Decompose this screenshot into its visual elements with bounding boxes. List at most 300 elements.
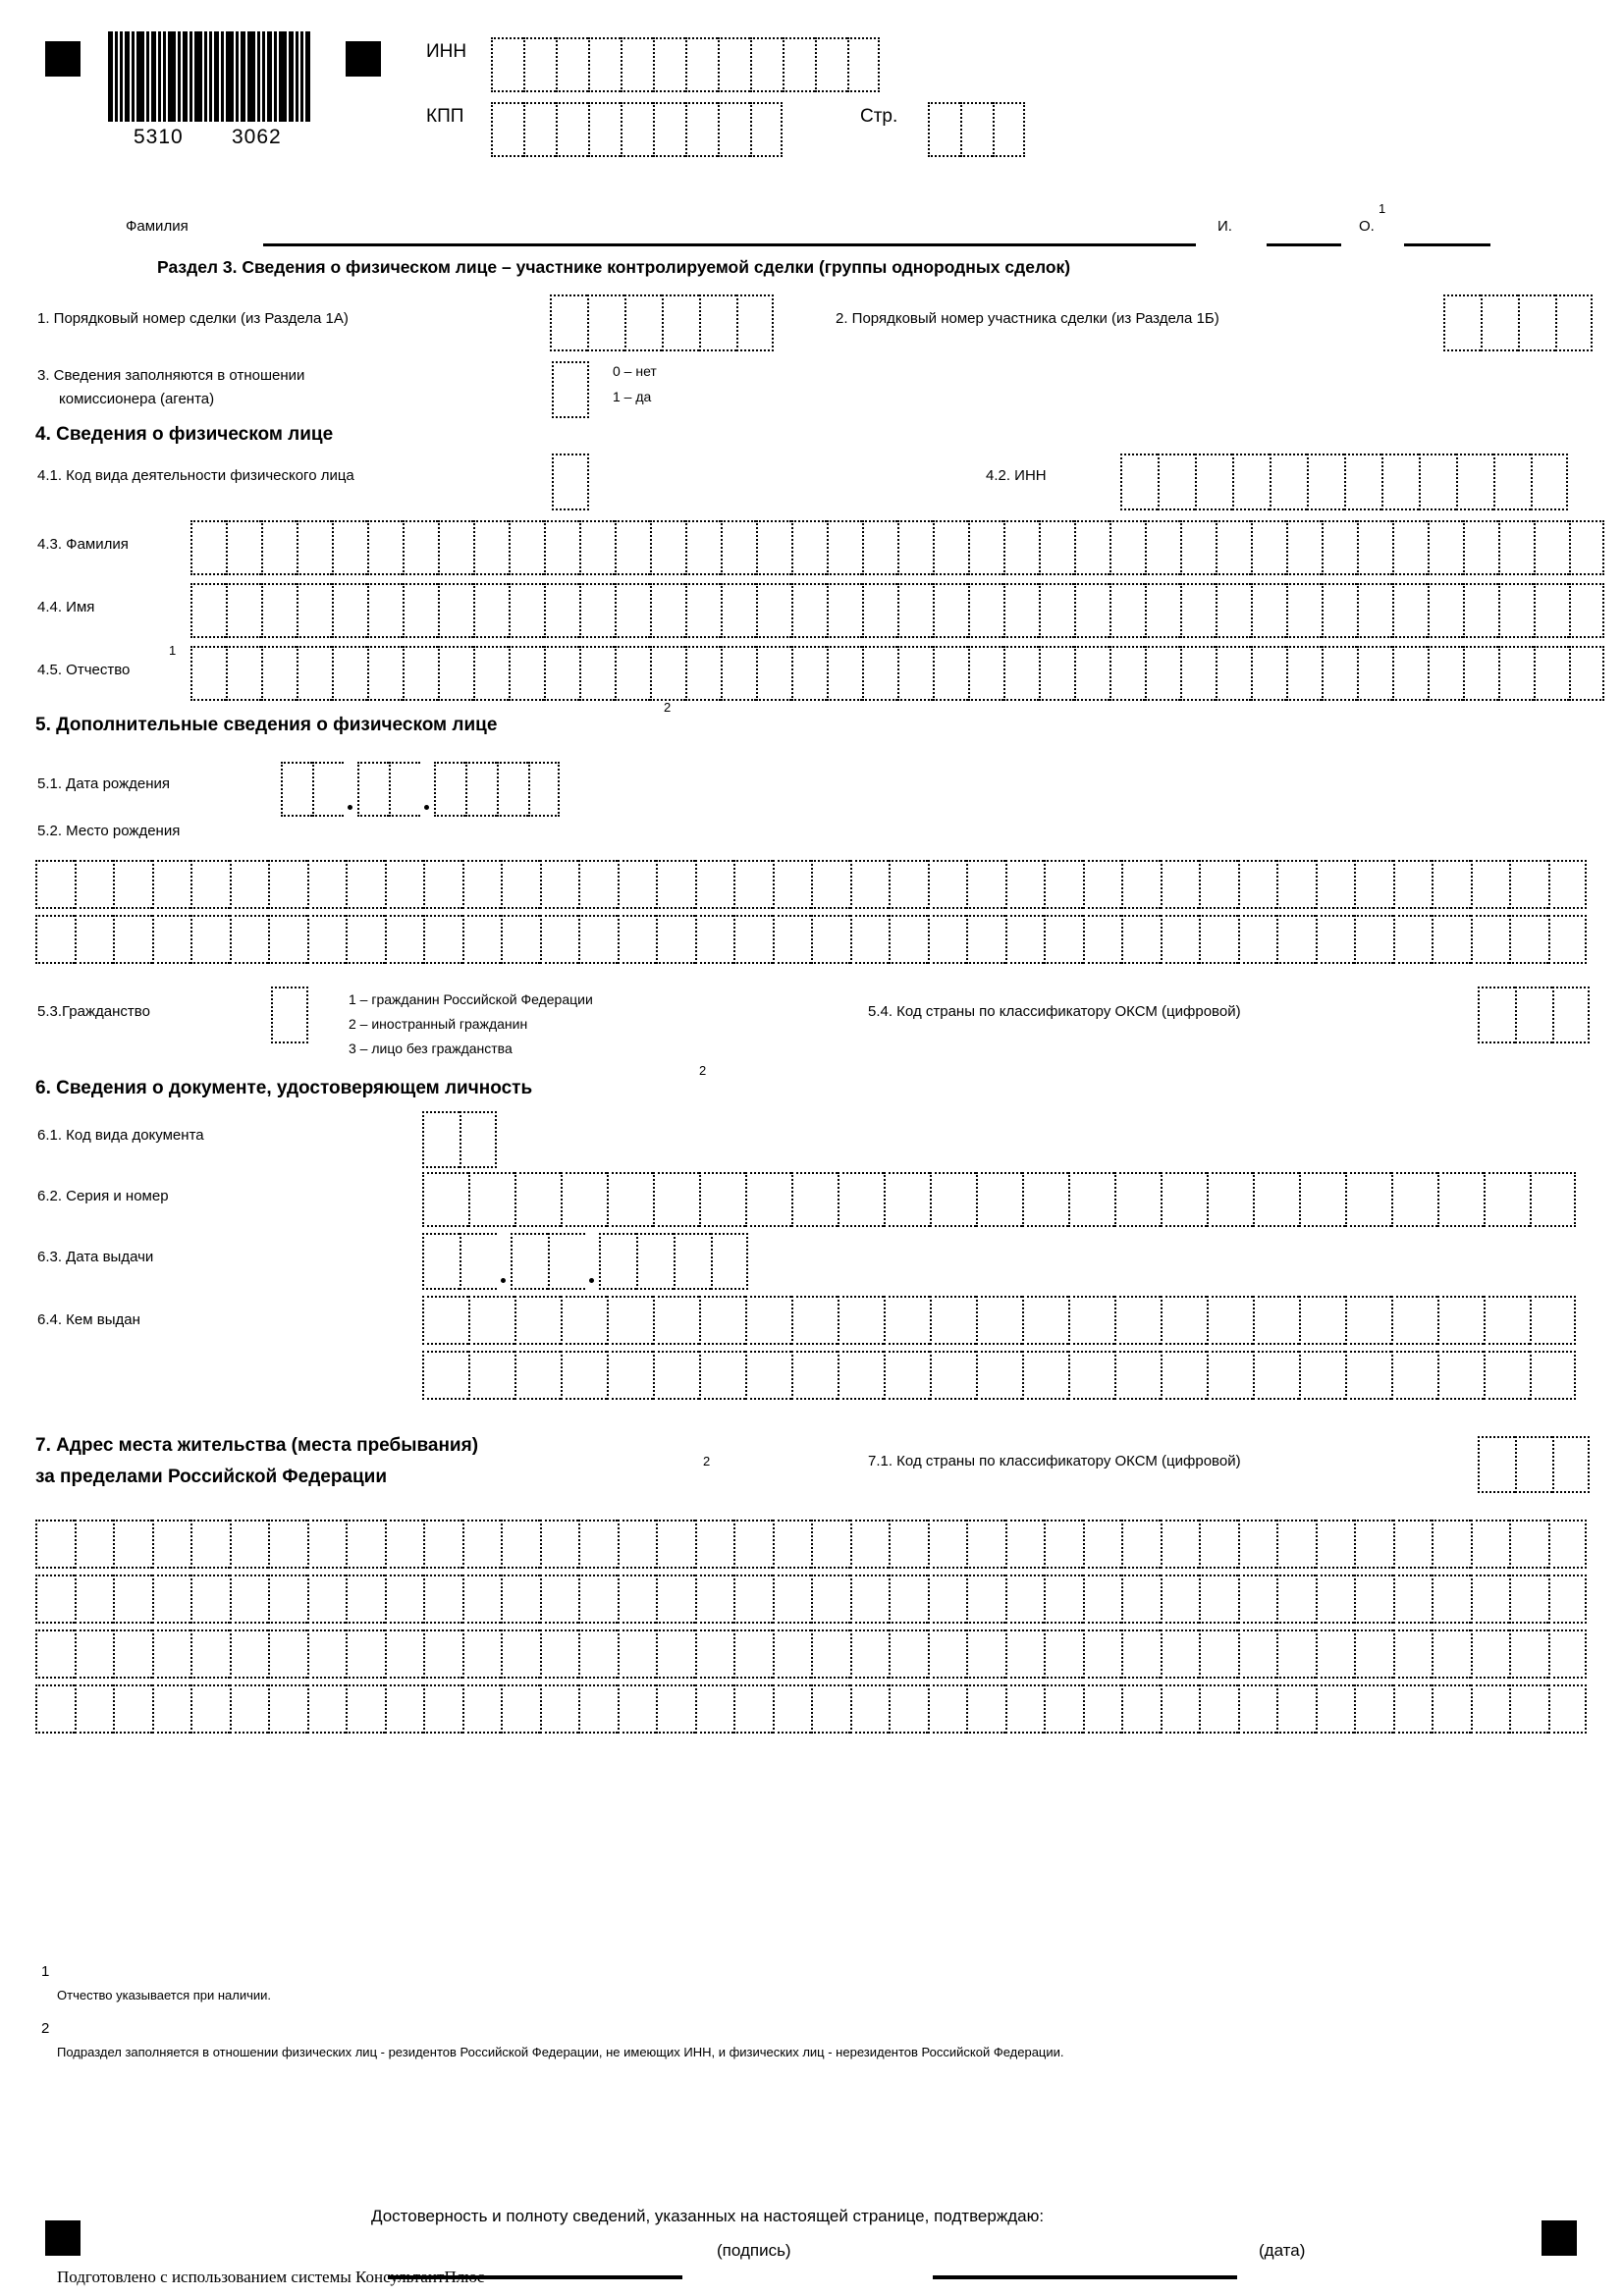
cell[interactable] (1207, 1296, 1253, 1345)
cell[interactable] (561, 1351, 607, 1400)
cell[interactable] (1161, 915, 1200, 964)
cell[interactable] (850, 860, 890, 909)
cell[interactable] (1276, 1629, 1316, 1679)
cell[interactable] (1145, 583, 1180, 638)
cell[interactable] (509, 583, 544, 638)
cell[interactable] (966, 915, 1005, 964)
cell[interactable] (1199, 915, 1238, 964)
cell[interactable] (268, 1684, 307, 1734)
cell[interactable] (268, 1520, 307, 1569)
cell[interactable] (1345, 1296, 1391, 1345)
cell[interactable] (685, 520, 721, 575)
cell[interactable] (556, 102, 588, 157)
cell[interactable] (75, 1520, 114, 1569)
cell[interactable] (468, 1172, 514, 1227)
cell[interactable] (462, 915, 502, 964)
cell[interactable] (1391, 1351, 1437, 1400)
cell[interactable] (1044, 1684, 1083, 1734)
cell[interactable] (1316, 860, 1355, 909)
cell[interactable] (1083, 1684, 1122, 1734)
cell[interactable] (462, 860, 502, 909)
cell[interactable] (113, 1575, 152, 1624)
cell[interactable] (621, 102, 653, 157)
cell[interactable] (1238, 915, 1277, 964)
cell[interactable] (862, 583, 897, 638)
page-number-input[interactable] (928, 102, 1025, 157)
cell[interactable] (501, 860, 540, 909)
cell[interactable] (75, 1575, 114, 1624)
cell[interactable] (1083, 1629, 1122, 1679)
cell[interactable] (653, 1172, 699, 1227)
cell[interactable] (1216, 583, 1251, 638)
field-4-1-input[interactable] (552, 454, 589, 510)
cell[interactable] (462, 1684, 502, 1734)
initial-first-write-line[interactable] (1267, 243, 1341, 246)
cell[interactable] (1471, 1684, 1510, 1734)
cell[interactable] (897, 646, 933, 701)
cell[interactable] (346, 1520, 385, 1569)
cell[interactable] (462, 1520, 502, 1569)
cell[interactable] (1345, 1351, 1391, 1400)
cell[interactable] (190, 1684, 230, 1734)
cell[interactable] (75, 860, 114, 909)
cell[interactable] (1253, 1172, 1299, 1227)
cell[interactable] (695, 915, 734, 964)
cell[interactable] (811, 915, 850, 964)
cell[interactable] (1471, 860, 1510, 909)
cell[interactable] (190, 1520, 230, 1569)
cell[interactable] (1109, 583, 1145, 638)
cell[interactable] (544, 583, 579, 638)
cell[interactable] (578, 1575, 618, 1624)
cell[interactable] (561, 1172, 607, 1227)
cell[interactable] (113, 915, 152, 964)
cell[interactable] (226, 520, 261, 575)
cell[interactable] (791, 1172, 838, 1227)
cell[interactable] (721, 520, 756, 575)
cell[interactable] (1199, 1575, 1238, 1624)
cell[interactable] (599, 1233, 636, 1290)
cell[interactable] (928, 102, 960, 157)
cell[interactable] (791, 1296, 838, 1345)
cell[interactable] (271, 987, 308, 1043)
cell[interactable] (1276, 1684, 1316, 1734)
cell[interactable] (1569, 646, 1604, 701)
cell[interactable] (312, 762, 344, 817)
cell[interactable] (561, 1296, 607, 1345)
cell[interactable] (773, 860, 812, 909)
cell[interactable] (773, 915, 812, 964)
cell[interactable] (933, 646, 968, 701)
cell[interactable] (1344, 454, 1381, 510)
cell[interactable] (1392, 520, 1428, 575)
cell[interactable] (745, 1351, 791, 1400)
cell[interactable] (811, 860, 850, 909)
cell[interactable] (230, 860, 269, 909)
cell[interactable] (1484, 1172, 1530, 1227)
cell[interactable] (933, 520, 968, 575)
cell[interactable] (968, 520, 1003, 575)
address-row-2[interactable] (35, 1575, 1587, 1624)
date-write-line[interactable] (933, 2275, 1237, 2279)
cell[interactable] (268, 1575, 307, 1624)
cell[interactable] (1068, 1296, 1114, 1345)
cell[interactable] (1345, 1172, 1391, 1227)
cell[interactable] (540, 1520, 579, 1569)
cell[interactable] (1509, 1629, 1548, 1679)
cell[interactable] (1432, 915, 1471, 964)
cell[interactable] (1238, 1575, 1277, 1624)
cell[interactable] (403, 583, 438, 638)
field-1-input[interactable] (550, 294, 774, 351)
cell[interactable] (1354, 1575, 1393, 1624)
cell[interactable] (1251, 646, 1286, 701)
cell[interactable] (35, 1520, 75, 1569)
cell[interactable] (1432, 1629, 1471, 1679)
cell[interactable] (699, 1351, 745, 1400)
cell[interactable] (1548, 1684, 1588, 1734)
cell[interactable] (791, 1351, 838, 1400)
cell[interactable] (968, 583, 1003, 638)
cell[interactable] (1354, 915, 1393, 964)
cell[interactable] (884, 1351, 930, 1400)
cell[interactable] (827, 520, 862, 575)
cell[interactable] (1039, 646, 1074, 701)
field-5-2-row-2[interactable] (35, 915, 1587, 964)
cell[interactable] (1548, 1629, 1588, 1679)
cell[interactable] (1005, 1520, 1045, 1569)
cell[interactable] (656, 1684, 695, 1734)
cell[interactable] (468, 1351, 514, 1400)
cell[interactable] (556, 37, 588, 92)
cell[interactable] (501, 1629, 540, 1679)
cell[interactable] (113, 1520, 152, 1569)
cell[interactable] (1534, 583, 1569, 638)
cell[interactable] (1003, 583, 1039, 638)
cell[interactable] (1307, 454, 1344, 510)
cell[interactable] (930, 1351, 976, 1400)
cell[interactable] (514, 1172, 561, 1227)
cell[interactable] (423, 915, 462, 964)
cell[interactable] (1044, 915, 1083, 964)
cell[interactable] (656, 1520, 695, 1569)
cell[interactable] (307, 1684, 347, 1734)
cell[interactable] (862, 520, 897, 575)
cell[interactable] (966, 1629, 1005, 1679)
cell[interactable] (35, 1684, 75, 1734)
cell[interactable] (750, 37, 783, 92)
cell[interactable] (928, 1684, 967, 1734)
cell[interactable] (1548, 1575, 1588, 1624)
cell[interactable] (1391, 1172, 1437, 1227)
cell[interactable] (653, 1296, 699, 1345)
cell[interactable] (1357, 583, 1392, 638)
cell[interactable] (1005, 860, 1045, 909)
cell[interactable] (1419, 454, 1456, 510)
cell[interactable] (615, 583, 650, 638)
cell[interactable] (346, 1629, 385, 1679)
cell[interactable] (1161, 1172, 1207, 1227)
cell[interactable] (685, 102, 718, 157)
field-7-1-input[interactable] (1478, 1436, 1590, 1493)
cell[interactable] (850, 1684, 890, 1734)
cell[interactable] (501, 915, 540, 964)
cell[interactable] (423, 1575, 462, 1624)
cell[interactable] (462, 1629, 502, 1679)
cell[interactable] (1316, 1629, 1355, 1679)
cell[interactable] (1180, 520, 1216, 575)
field-4-4-input[interactable] (190, 583, 1604, 638)
cell[interactable] (1443, 294, 1481, 351)
cell[interactable] (473, 583, 509, 638)
cell[interactable] (514, 1351, 561, 1400)
cell[interactable] (773, 1684, 812, 1734)
cell[interactable] (1161, 1520, 1200, 1569)
cell[interactable] (230, 1520, 269, 1569)
cell[interactable] (497, 762, 528, 817)
cell[interactable] (579, 646, 615, 701)
cell[interactable] (528, 762, 560, 817)
cell[interactable] (579, 520, 615, 575)
cell[interactable] (1493, 454, 1531, 510)
cell[interactable] (607, 1296, 653, 1345)
cell[interactable] (815, 37, 847, 92)
cell[interactable] (75, 1684, 114, 1734)
cell[interactable] (791, 520, 827, 575)
field-5-3-input[interactable] (271, 987, 308, 1043)
cell[interactable] (1515, 987, 1552, 1043)
cell[interactable] (423, 1629, 462, 1679)
cell[interactable] (1515, 1436, 1552, 1493)
cell[interactable] (1393, 1575, 1433, 1624)
cell[interactable] (656, 1629, 695, 1679)
cell[interactable] (1534, 520, 1569, 575)
cell[interactable] (1068, 1172, 1114, 1227)
cell[interactable] (473, 646, 509, 701)
cell[interactable] (650, 520, 685, 575)
cell[interactable] (1044, 1520, 1083, 1569)
cell[interactable] (465, 762, 497, 817)
cell[interactable] (1238, 1629, 1277, 1679)
cell[interactable] (1471, 915, 1510, 964)
cell[interactable] (838, 1351, 884, 1400)
cell[interactable] (385, 915, 424, 964)
field-4-3-input[interactable] (190, 520, 1604, 575)
cell[interactable] (1074, 646, 1109, 701)
cell[interactable] (588, 37, 621, 92)
cell[interactable] (1161, 1684, 1200, 1734)
cell[interactable] (468, 1296, 514, 1345)
cell[interactable] (1484, 1351, 1530, 1400)
cell[interactable] (928, 1520, 967, 1569)
cell[interactable] (653, 1351, 699, 1400)
cell[interactable] (711, 1233, 748, 1290)
cell[interactable] (403, 520, 438, 575)
cell[interactable] (650, 646, 685, 701)
cell[interactable] (699, 294, 736, 351)
cell[interactable] (230, 1629, 269, 1679)
cell[interactable] (1316, 915, 1355, 964)
cell[interactable] (968, 646, 1003, 701)
cell[interactable] (1161, 1296, 1207, 1345)
cell[interactable] (615, 520, 650, 575)
cell[interactable] (1180, 583, 1216, 638)
cell[interactable] (1484, 1296, 1530, 1345)
cell[interactable] (1498, 583, 1534, 638)
cell[interactable] (491, 37, 523, 92)
cell[interactable] (1207, 1351, 1253, 1400)
cell[interactable] (1478, 987, 1515, 1043)
cell[interactable] (1391, 1296, 1437, 1345)
cell[interactable] (1471, 1629, 1510, 1679)
cell[interactable] (230, 1575, 269, 1624)
cell[interactable] (367, 520, 403, 575)
cell[interactable] (422, 1351, 468, 1400)
cell[interactable] (1354, 1684, 1393, 1734)
cell[interactable] (190, 1629, 230, 1679)
cell[interactable] (773, 1575, 812, 1624)
field-4-2-input[interactable] (1120, 454, 1568, 510)
cell[interactable] (838, 1296, 884, 1345)
cell[interactable] (578, 1520, 618, 1569)
cell[interactable] (307, 915, 347, 964)
cell[interactable] (1161, 860, 1200, 909)
cell[interactable] (261, 583, 297, 638)
cell[interactable] (1121, 860, 1161, 909)
field-3-input[interactable] (552, 361, 589, 418)
cell[interactable] (346, 1575, 385, 1624)
cell[interactable] (297, 583, 332, 638)
cell[interactable] (928, 1575, 967, 1624)
cell[interactable] (756, 583, 791, 638)
cell[interactable] (889, 1684, 928, 1734)
cell[interactable] (1393, 1629, 1433, 1679)
cell[interactable] (1316, 1520, 1355, 1569)
cell[interactable] (403, 646, 438, 701)
cell[interactable] (1276, 1575, 1316, 1624)
cell[interactable] (152, 1575, 191, 1624)
cell[interactable] (662, 294, 699, 351)
cell[interactable] (501, 1575, 540, 1624)
cell[interactable] (695, 1575, 734, 1624)
cell[interactable] (1074, 583, 1109, 638)
cell[interactable] (540, 1684, 579, 1734)
cell[interactable] (1428, 583, 1463, 638)
cell[interactable] (1463, 646, 1498, 701)
cell[interactable] (548, 1233, 585, 1290)
cell[interactable] (281, 762, 312, 817)
cell[interactable] (699, 1172, 745, 1227)
cell[interactable] (501, 1684, 540, 1734)
field-6-2-input[interactable] (422, 1172, 1576, 1227)
field-5-4-input[interactable] (1478, 987, 1590, 1043)
cell[interactable] (438, 646, 473, 701)
kpp-input[interactable] (491, 102, 783, 157)
cell[interactable] (1322, 520, 1357, 575)
cell[interactable] (332, 646, 367, 701)
cell[interactable] (1393, 1520, 1433, 1569)
cell[interactable] (756, 520, 791, 575)
cell[interactable] (695, 1684, 734, 1734)
cell[interactable] (1199, 1520, 1238, 1569)
cell[interactable] (1114, 1351, 1161, 1400)
cell[interactable] (423, 1520, 462, 1569)
cell[interactable] (1251, 520, 1286, 575)
cell[interactable] (1003, 646, 1039, 701)
cell[interactable] (1114, 1296, 1161, 1345)
cell[interactable] (733, 1629, 773, 1679)
cell[interactable] (544, 520, 579, 575)
cell[interactable] (862, 646, 897, 701)
cell[interactable] (976, 1296, 1022, 1345)
cell[interactable] (190, 646, 226, 701)
cell[interactable] (578, 1684, 618, 1734)
cell[interactable] (226, 646, 261, 701)
cell[interactable] (685, 583, 721, 638)
cell[interactable] (1005, 1684, 1045, 1734)
cell[interactable] (1481, 294, 1518, 351)
cell[interactable] (578, 915, 618, 964)
cell[interactable] (1357, 520, 1392, 575)
cell[interactable] (976, 1351, 1022, 1400)
cell[interactable] (850, 1629, 890, 1679)
field-6-4-row-2[interactable] (422, 1351, 1576, 1400)
cell[interactable] (889, 1520, 928, 1569)
cell[interactable] (1083, 915, 1122, 964)
cell[interactable] (1276, 860, 1316, 909)
cell[interactable] (1022, 1351, 1068, 1400)
cell[interactable] (1354, 1520, 1393, 1569)
cell[interactable] (1044, 860, 1083, 909)
cell[interactable] (523, 102, 556, 157)
cell[interactable] (385, 1520, 424, 1569)
cell[interactable] (889, 860, 928, 909)
cell[interactable] (261, 520, 297, 575)
cell[interactable] (884, 1172, 930, 1227)
cell[interactable] (491, 102, 523, 157)
cell[interactable] (1207, 1172, 1253, 1227)
cell[interactable] (1471, 1575, 1510, 1624)
cell[interactable] (540, 860, 579, 909)
field-5-1-input[interactable] (281, 762, 560, 817)
cell[interactable] (579, 583, 615, 638)
cell[interactable] (695, 1520, 734, 1569)
cell[interactable] (811, 1520, 850, 1569)
field-6-4-row-1[interactable] (422, 1296, 1576, 1345)
cell[interactable] (928, 915, 967, 964)
cell[interactable] (1548, 915, 1588, 964)
cell[interactable] (587, 294, 624, 351)
cell[interactable] (1039, 520, 1074, 575)
cell[interactable] (1161, 1575, 1200, 1624)
cell[interactable] (1316, 1575, 1355, 1624)
cell[interactable] (1180, 646, 1216, 701)
cell[interactable] (653, 37, 685, 92)
cell[interactable] (1121, 915, 1161, 964)
cell[interactable] (1498, 520, 1534, 575)
cell[interactable] (1509, 1684, 1548, 1734)
cell[interactable] (552, 454, 589, 510)
cell[interactable] (653, 102, 685, 157)
cell[interactable] (1530, 1172, 1576, 1227)
cell[interactable] (1238, 1684, 1277, 1734)
cell[interactable] (695, 1629, 734, 1679)
cell[interactable] (1276, 915, 1316, 964)
cell[interactable] (993, 102, 1025, 157)
cell[interactable] (190, 583, 226, 638)
cell[interactable] (346, 915, 385, 964)
cell[interactable] (695, 860, 734, 909)
